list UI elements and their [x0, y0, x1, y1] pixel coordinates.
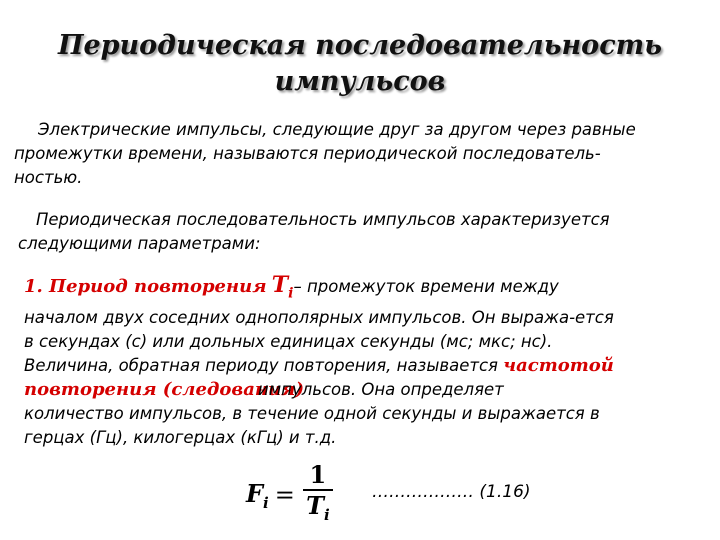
- period-term: 1. Период повторения: [24, 276, 267, 297]
- period-definition: – промежуток времени между: [293, 277, 559, 296]
- parameters-intro-paragraph: [18, 208, 718, 256]
- frequency-definition: импульсов. Она определяет: [257, 380, 504, 400]
- symbol-subscript: i: [288, 285, 294, 302]
- formula-lhs-subscript: i: [263, 493, 269, 512]
- paragraph-line: Периодическая последовательность импульсов характеризуется: [36, 210, 610, 229]
- formula-numerator: 1: [309, 459, 327, 489]
- page-title: [0, 28, 720, 100]
- list-line: [24, 354, 714, 378]
- symbol-letter: T: [271, 272, 289, 298]
- period-symbol: [271, 272, 294, 302]
- paragraph-line: промежутки времени, называются периодической последователь-: [14, 144, 601, 163]
- title-line-1: Периодическая последовательность: [57, 30, 663, 61]
- equation-number: ……………… (1.16): [372, 482, 531, 502]
- list-line: началом двух соседних однополярных импульсов. Он выража-ется: [24, 308, 614, 328]
- frequency-intro: Величина, обратная периоду повторения, называется: [24, 356, 504, 376]
- list-line: [24, 272, 714, 306]
- formula-lhs: [246, 479, 269, 512]
- paragraph-line: следующими параметрами:: [18, 234, 261, 253]
- formula-equals-sign: =: [274, 481, 295, 509]
- title-line-2: импульсов: [274, 66, 446, 97]
- list-line: [24, 378, 714, 402]
- parameter-list-item-1: [24, 272, 714, 450]
- paragraph-line: Электрические импульсы, следующие друг за другом через равные: [38, 120, 636, 139]
- definition-paragraph: [14, 118, 714, 190]
- formula-denominator: [306, 491, 330, 530]
- formula-fraction: [303, 461, 333, 530]
- frequency-formula: [246, 460, 333, 530]
- list-line: герцах (Гц), килогерцах (кГц) и т.д.: [24, 428, 337, 448]
- formula-denominator-letter: T: [306, 490, 324, 520]
- formula-lhs-letter: F: [246, 478, 264, 508]
- list-line: в секундах (с) или дольных единицах секунды (мс; мкс; нс).: [24, 332, 553, 352]
- frequency-term-part2: повторения (следования): [24, 379, 304, 401]
- paragraph-line: ностью.: [14, 168, 83, 187]
- list-line: количество импульсов, в течение одной секунды и выражается в: [24, 404, 600, 424]
- formula-denominator-subscript: i: [323, 505, 330, 524]
- frequency-term-part1: частотой: [503, 355, 614, 377]
